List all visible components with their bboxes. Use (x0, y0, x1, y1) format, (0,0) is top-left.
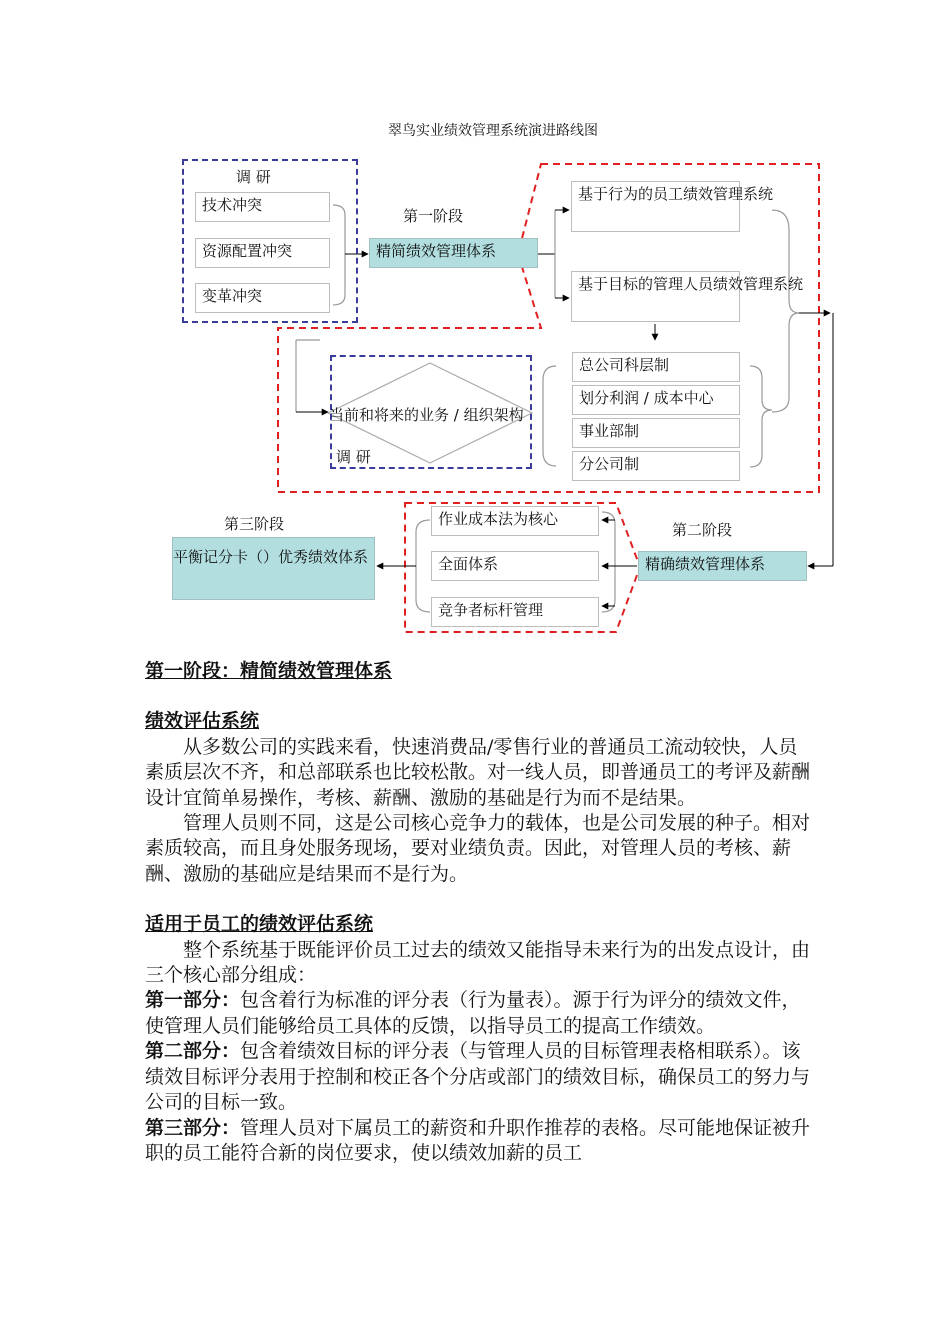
paragraph-1: 从多数公司的实践来看，快速消费品/零售行业的普通员工流动较快，人员素质层次不齐，和总部联系也比较松散。对一线人员，即普通员工的考评及薪酬设计宜简单易操作，考核、薪酬、激励的基础是行为而不是结果。 (145, 735, 811, 809)
paragraph-3: 整个系统基于既能评价员工过去的绩效又能指导未来行为的出发点设计，由三个核心部分组成： (145, 938, 811, 987)
evolution-diagram (0, 0, 950, 650)
method-box-3: 竞争者标杆管理 (431, 597, 599, 627)
org-structure-label: 当前和将来的业务 / 组织架构 (329, 406, 524, 424)
org-type-box-2: 划分利润 / 成本中心 (572, 385, 740, 415)
part-1 (145, 988, 815, 1039)
conflict-box-3: 变革冲突 (195, 283, 330, 313)
org-type-box-3: 事业部制 (572, 418, 740, 448)
part-3 (145, 1116, 815, 1167)
stage2-label: 第二阶段 (672, 521, 733, 539)
org-type-box-4: 分公司制 (572, 451, 740, 481)
behavior-system-box: 基于行为的员工绩效管理系统 (571, 181, 740, 232)
conflict-box-2: 资源配置冲突 (195, 238, 330, 268)
body-text (145, 659, 815, 1166)
method-box-2: 全面体系 (431, 551, 599, 581)
stage1-label: 第一阶段 (403, 207, 464, 225)
part-2 (145, 1039, 815, 1115)
paragraph-2: 管理人员则不同，这是公司核心竞争力的载体，也是公司发展的种子。相对素质较高，而且身处服务现场，要对业绩负责。因此，对管理人员的考核、薪酬、激励的基础应是结果而不是行为。 (145, 812, 811, 885)
research-label-2: 调 研 (336, 448, 371, 466)
conflict-box-1: 技术冲突 (195, 192, 330, 222)
part-1-label: 第一部分： (145, 989, 241, 1012)
heading-employee-evaluation: 适用于员工的绩效评估系统 (145, 913, 374, 936)
stage3-box: 平衡记分卡（）优秀绩效体系 (172, 537, 375, 600)
part-3-label: 第三部分： (145, 1116, 241, 1139)
heading-evaluation-system: 绩效评估系统 (145, 710, 260, 733)
method-box-1: 作业成本法为核心 (431, 506, 599, 536)
target-system-box: 基于目标的管理人员绩效管理系统 (571, 271, 740, 322)
stage3-label: 第三阶段 (224, 515, 285, 533)
part-2-text: 包含着绩效目标的评分表（与管理人员的目标管理表格相联系）。该绩效目标评分表用于控制和校正各个分店或部门的绩效目标，确保员工的努力与公司的目标一致。 (145, 1040, 811, 1114)
part-1-text: 包含着行为标准的评分表（行为量表）。源于行为评分的绩效文件，使管理人员们能够给员工具体的反馈，以指导员工的提高工作绩效。 (145, 989, 801, 1037)
part-3-text: 管理人员对下属员工的薪资和升职作推荐的表格。尽可能地保证被升职的员工能符合新的岗位要求，使以绩效加薪的员工 (145, 1116, 811, 1164)
diagram-title: 翠鸟实业绩效管理系统演进路线图 (388, 123, 598, 139)
stage1-box: 精简绩效管理体系 (369, 238, 538, 268)
part-2-label: 第二部分： (145, 1040, 241, 1063)
research-label-1: 调 研 (236, 168, 271, 186)
stage2-box: 精确绩效管理体系 (638, 551, 807, 581)
section-heading-stage1: 第一阶段：精简绩效管理体系 (145, 660, 393, 682)
org-type-box-1: 总公司科层制 (572, 352, 740, 382)
